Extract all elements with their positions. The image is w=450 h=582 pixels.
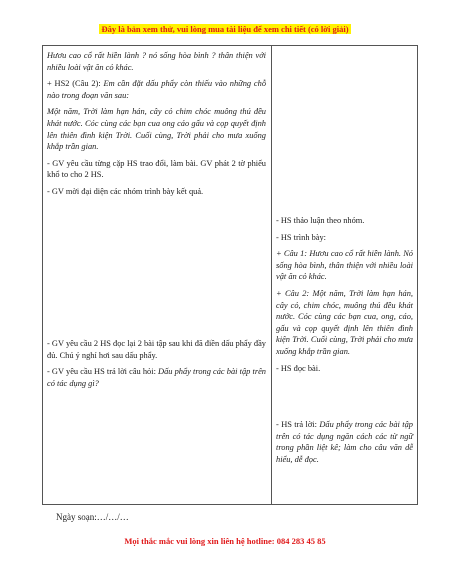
- lesson-table: [42, 45, 418, 505]
- teacher-question: - GV yêu cầu HS trả lời câu hỏi: Dấu phẩy trong các bài tập trên có tác dụng gì?: [47, 367, 266, 388]
- exercise-1-text: Hươu cao cổ rất hiền lành ? nó sống hòa bình ? thân thiện với nhiều loài vật ăn cỏ khác.: [47, 51, 266, 72]
- teacher-instruction-pairs: - GV yêu cầu từng cặp HS trao đổi, làm bài. GV phát 2 tờ phiếu khổ to cho 2 HS.: [47, 158, 266, 180]
- preparation-date: Ngày soạn:…/…/…: [56, 512, 129, 522]
- teacher-instruction-present: - GV mời đại diện các nhóm trình bày kết quả.: [47, 186, 204, 196]
- student-discuss: - HS thảo luận theo nhóm.: [276, 216, 365, 225]
- teacher-activity-column: [43, 46, 272, 504]
- exercise-2-text: Một năm, Trời làm hạn hán, cây cỏ chim chóc muông thú đều khát nước. Cóc cùng các bạn cua ong cáo gấu và cọp quyết định lên thiên đình kiện Trời. Cuối cùng, Trời phải cho mưa xuống khắp trần gian.: [47, 107, 266, 152]
- student-read: - HS đọc bài.: [276, 363, 321, 373]
- student-activity-column: [272, 46, 417, 504]
- preview-notice-banner: [0, 24, 450, 34]
- student-present: - HS trình bày:: [276, 232, 327, 242]
- answer-2: + Câu 2: Một năm, Trời làm hạn hán, cây cỏ, chim chóc, muông thú đều khát nước. Cóc cùng các bạn cua, ong, cáo, gấu và cọp quyết định lên thiên đình kiện Trời. Cuối cùng, Trời phải cho mưa xuống khắp trần gian.: [276, 288, 413, 356]
- exercise-2-prompt: + HS2 (Câu 2): Em cần đặt dấu phẩy còn thiếu vào những chỗ nào trong đoạn văn sau:: [47, 79, 267, 100]
- answer-1: + Câu 1: Hươu cao cổ rất hiền lành. Nó sống hòa bình, thân thiện với nhiều loài vật ăn cỏ khác.: [276, 249, 413, 282]
- preview-notice-text: Đây là bản xem thử, vui lòng mua tài liệu để xem chi tiết (có lời giải): [101, 24, 349, 34]
- teacher-instruction-reread: - GV yêu cầu 2 HS đọc lại 2 bài tập sau khi đã điền dấu phẩy đầy đủ. Chú ý nghỉ hơi sau dấu phẩy.: [47, 339, 266, 360]
- hotline-banner: Mọi thắc mắc vui lòng xin liên hệ hotline: 084 283 45 85: [124, 536, 326, 546]
- student-answer: - HS trả lời: Dấu phẩy trong các bài tập trên có tác dụng ngăn cách các từ ngữ trong phần liệt kê; làm cho câu văn dễ hiểu, dễ đọc.: [276, 420, 413, 464]
